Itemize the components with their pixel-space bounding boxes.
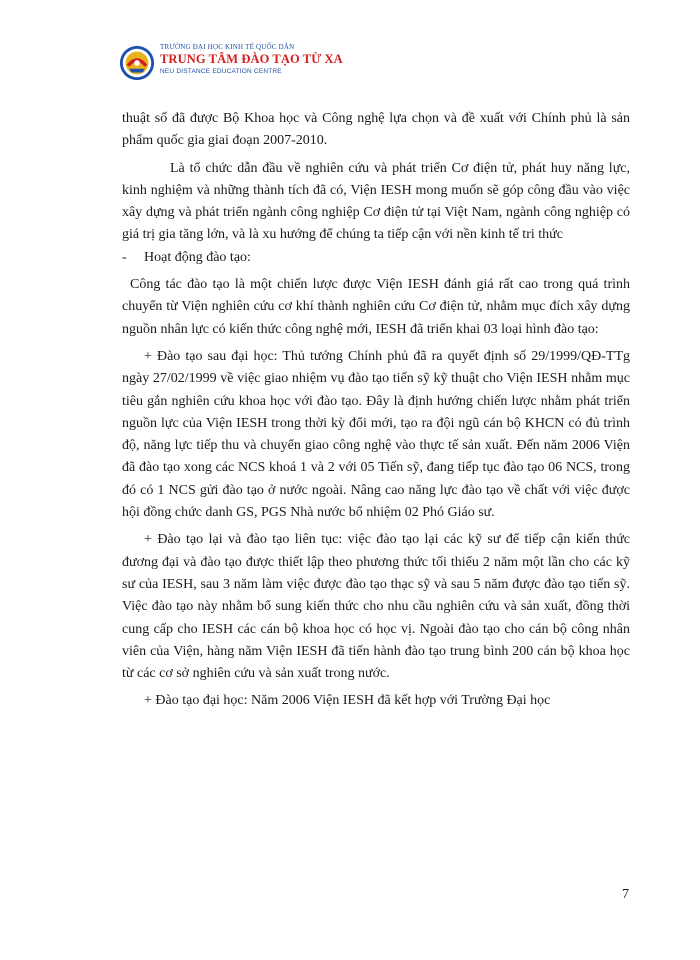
- paragraph: Là tổ chức dẫn đầu về nghiên cứu và phát triển Cơ điện tử, phát huy năng lực, kinh nghiệm và những thành tích đã có, Viện IESH mong muốn sẽ góp công đầu vào việc xây dựng và phát triển ngành công nghiệp Cơ điện tử tại Việt Nam, ngành công nghiệp có giá trị gia tăng lớn, và là xu hướng để chúng ta tiếp cận với nền kinh tế tri thức: [122, 160, 630, 243]
- page-header: [118, 40, 378, 90]
- paragraph: + Đào tạo sau đại học: Thủ tướng Chính phủ đã ra quyết định số 29/1999/QĐ-TTg ngày 27/02/1999 về việc giao nhiệm vụ đào tạo tiến sỹ kỹ thuật cho Viện IESH nhằm mục tiêu gắn nghiên cứu khoa học với đào tạo. Đây là định hướng chiến lược nhằm phát triển nguồn lực của Viện IESH trong thời kỳ đổi mới, tạo ra đội ngũ cán bộ KHCN có đủ trình độ, năng lực tiếp thu và chuyển giao công nghệ vào thực tế sản xuất. Đến năm 2006 Viện đã đào tạo xong các NCS khoá 1 và 2 với 05 Tiến sỹ, đang tiếp tục đào tạo 06 NCS, trong đó có 1 NCS gửi đào tạo ở nước ngoài. Nâng cao năng lực đào tạo về chất với việc được hội đồng chức danh GS, PGS Nhà nước bổ nhiệm 02 Phó Giáo sư.: [122, 348, 630, 521]
- document-body: [122, 108, 630, 713]
- paragraph: + Đào tạo lại và đào tạo liên tục: việc đào tạo lại các kỹ sư để tiếp cận kiến thức đương đại và đào tạo được thiết lập theo phương thức tối thiểu 2 năm một lần cho các kỹ sư của IESH, sau 3 năm làm việc được đào tạo thạc sỹ và sau 5 năm được đào tạo tiến sỹ. Việc đào tạo này nhằm bổ sung kiến thức cho nhu cầu nghiên cứu và sản xuất, đồng thời cung cấp cho IESH các cán bộ khoa học có học vị. Ngoài đào tạo cho cán bộ công nhân viên của Viện, hàng năm Viện IESH đã tiến hành đào tạo trung bình 200 cán bộ khoa học từ các cơ sở nghiên cứu và sản xuất trong nước.: [122, 532, 630, 682]
- centre-name: TRUNG TÂM ĐÀO TẠO TỪ XA: [160, 52, 343, 66]
- page-number: 7: [622, 887, 629, 902]
- university-logo-icon: [118, 44, 156, 82]
- paragraph: + Đào tạo đại học: Năm 2006 Viện IESH đã kết hợp với Trường Đại học: [144, 693, 551, 709]
- section-heading-text: Hoạt động đào tạo:: [144, 249, 251, 265]
- paragraph: Công tác đào tạo là một chiến lược được Viện IESH đánh giá rất cao trong quá trình chuyển từ Viện nghiên cứu cơ khí thành nghiên cứu Cơ điện tử, nhằm mục đích xây dựng nguồn nhân lực có kiến thức công nghệ mới, IESH đã triển khai 03 loại hình đào tạo:: [122, 277, 630, 337]
- paragraph: thuật số đã được Bộ Khoa học và Công nghệ lựa chọn và đề xuất với Chính phủ là sản phẩm quốc gia giai đoạn 2007-2010.: [122, 111, 630, 149]
- dash-bullet: -: [122, 249, 127, 265]
- section-heading: [122, 247, 630, 269]
- university-name: TRƯỜNG ĐẠI HỌC KINH TẾ QUỐC DÂN: [160, 43, 295, 51]
- centre-name-english: NEU DISTANCE EDUCATION CENTRE: [160, 68, 282, 75]
